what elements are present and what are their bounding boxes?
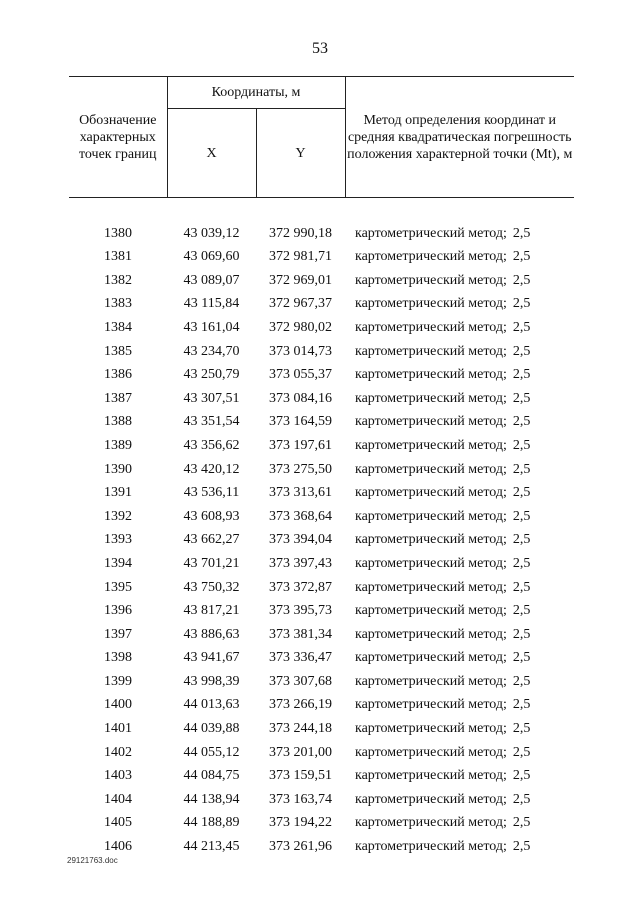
accuracy-value: 2,5 (512, 721, 531, 737)
method-text: картометрический метод; (355, 673, 507, 689)
method-cell (345, 693, 574, 717)
accuracy-value: 2,5 (512, 485, 531, 501)
coordinate-x: 43 941,67 (183, 650, 240, 666)
method-text: картометрический метод; (355, 721, 507, 737)
coordinate-x: 44 055,12 (183, 744, 240, 760)
coordinate-x: 43 662,27 (183, 532, 240, 548)
method-text: картометрический метод; (355, 744, 507, 760)
method-cell (345, 764, 574, 788)
method-cell (345, 552, 574, 576)
point-number: 1397 (104, 626, 132, 642)
coordinate-x: 43 307,51 (183, 390, 240, 406)
method-cell (345, 599, 574, 623)
accuracy-value: 2,5 (512, 414, 531, 430)
coordinate-x: 44 213,45 (183, 839, 240, 855)
accuracy-value: 2,5 (512, 626, 531, 642)
method-text: картометрический метод; (355, 508, 507, 524)
coordinate-x: 43 250,79 (183, 367, 240, 383)
table-row (69, 505, 574, 529)
table-row (69, 646, 574, 670)
coordinate-x: 44 188,89 (183, 815, 240, 831)
coordinates-table (69, 76, 574, 859)
table-row (69, 623, 574, 647)
point-number: 1401 (104, 721, 132, 737)
table-header (69, 77, 574, 198)
footer-document-code: 29121763.doc (67, 856, 118, 865)
point-number: 1406 (104, 839, 132, 855)
table-row (69, 576, 574, 600)
point-number: 1381 (104, 249, 132, 265)
point-number: 1403 (104, 768, 132, 784)
method-cell (345, 788, 574, 812)
table-row (69, 269, 574, 293)
method-text: картометрический метод; (355, 485, 507, 501)
method-cell (345, 646, 574, 670)
accuracy-value: 2,5 (512, 650, 531, 666)
table-row (69, 835, 574, 859)
method-text: картометрический метод; (355, 555, 507, 571)
method-cell (345, 481, 574, 505)
table-row (69, 410, 574, 434)
coordinate-x: 44 138,94 (183, 791, 240, 807)
method-text: картометрический метод; (355, 579, 507, 595)
method-text: картометрический метод; (355, 532, 507, 548)
header-point-label: Обозначение характерных точек границ (69, 77, 167, 198)
method-cell (345, 717, 574, 741)
method-cell (345, 292, 574, 316)
point-number: 1390 (104, 461, 132, 477)
accuracy-value: 2,5 (512, 673, 531, 689)
coordinate-y: 373 313,61 (269, 485, 332, 501)
point-number: 1380 (104, 225, 132, 241)
method-text: картометрический метод; (355, 815, 507, 831)
coordinate-x: 44 013,63 (183, 697, 240, 713)
method-cell (345, 528, 574, 552)
method-text: картометрический метод; (355, 414, 507, 430)
method-cell (345, 835, 574, 859)
method-cell (345, 269, 574, 293)
coordinate-y: 373 381,34 (269, 626, 332, 642)
point-number: 1393 (104, 532, 132, 548)
table-row (69, 599, 574, 623)
point-number: 1389 (104, 437, 132, 453)
accuracy-value: 2,5 (512, 390, 531, 406)
method-text: картометрический метод; (355, 319, 507, 335)
coordinate-x: 43 701,21 (183, 555, 240, 571)
coordinate-y: 373 336,47 (269, 650, 332, 666)
header-coordinates: Координаты, м (167, 77, 345, 109)
method-cell (345, 434, 574, 458)
coordinate-y: 372 990,18 (269, 225, 332, 241)
accuracy-value: 2,5 (512, 555, 531, 571)
page-number: 53 (312, 40, 328, 57)
table-row (69, 245, 574, 269)
coordinate-x: 43 039,12 (183, 225, 240, 241)
coordinate-y: 372 969,01 (269, 272, 332, 288)
method-cell (345, 387, 574, 411)
coordinate-y: 373 395,73 (269, 603, 332, 619)
table-body (69, 198, 574, 859)
accuracy-value: 2,5 (512, 508, 531, 524)
coordinate-y: 373 397,43 (269, 555, 332, 571)
coordinate-x: 43 886,63 (183, 626, 240, 642)
coordinate-y: 373 194,22 (269, 815, 332, 831)
method-text: картометрический метод; (355, 272, 507, 288)
method-cell (345, 316, 574, 340)
coordinate-y: 373 163,74 (269, 791, 332, 807)
accuracy-value: 2,5 (512, 272, 531, 288)
accuracy-value: 2,5 (512, 603, 531, 619)
coordinate-x: 43 069,60 (183, 249, 240, 265)
coordinate-y: 373 261,96 (269, 839, 332, 855)
accuracy-value: 2,5 (512, 768, 531, 784)
point-number: 1391 (104, 485, 132, 501)
accuracy-value: 2,5 (512, 815, 531, 831)
accuracy-value: 2,5 (512, 532, 531, 548)
method-cell (345, 245, 574, 269)
point-number: 1386 (104, 367, 132, 383)
point-number: 1384 (104, 319, 132, 335)
coordinate-y: 373 307,68 (269, 673, 332, 689)
coordinate-y: 373 275,50 (269, 461, 332, 477)
table-row (69, 434, 574, 458)
coordinate-y: 373 244,18 (269, 721, 332, 737)
method-cell (345, 623, 574, 647)
method-text: картометрический метод; (355, 343, 507, 359)
point-number: 1385 (104, 343, 132, 359)
header-x: X (167, 109, 256, 198)
coordinate-x: 43 356,62 (183, 437, 240, 453)
method-text: картометрический метод; (355, 650, 507, 666)
accuracy-value: 2,5 (512, 744, 531, 760)
table-row (69, 717, 574, 741)
table-row (69, 363, 574, 387)
method-text: картометрический метод; (355, 603, 507, 619)
method-cell (345, 505, 574, 529)
method-text: картометрический метод; (355, 697, 507, 713)
accuracy-value: 2,5 (512, 343, 531, 359)
table-row (69, 528, 574, 552)
method-cell (345, 670, 574, 694)
method-text: картометрический метод; (355, 791, 507, 807)
table-row (69, 458, 574, 482)
header-y: Y (256, 109, 345, 198)
coordinate-x: 43 351,54 (183, 414, 240, 430)
accuracy-value: 2,5 (512, 319, 531, 335)
method-cell (345, 340, 574, 364)
coordinate-x: 43 998,39 (183, 673, 240, 689)
method-text: картометрический метод; (355, 390, 507, 406)
coordinate-y: 373 394,04 (269, 532, 332, 548)
method-cell (345, 222, 574, 246)
accuracy-value: 2,5 (512, 437, 531, 453)
coordinate-x: 43 536,11 (183, 485, 240, 501)
table-row (69, 764, 574, 788)
point-number: 1398 (104, 650, 132, 666)
coordinate-x: 43 234,70 (183, 343, 240, 359)
coordinate-y: 373 164,59 (269, 414, 332, 430)
point-number: 1388 (104, 414, 132, 430)
method-text: картометрический метод; (355, 461, 507, 477)
coordinate-y: 373 055,37 (269, 367, 332, 383)
method-text: картометрический метод; (355, 367, 507, 383)
point-number: 1399 (104, 673, 132, 689)
coordinate-x: 43 817,21 (183, 603, 240, 619)
method-text: картометрический метод; (355, 225, 507, 241)
coordinate-y: 372 981,71 (269, 249, 332, 265)
coordinate-y: 373 266,19 (269, 697, 332, 713)
table-row (69, 741, 574, 765)
coordinate-y: 373 372,87 (269, 579, 332, 595)
method-cell (345, 576, 574, 600)
table-row (69, 481, 574, 505)
point-number: 1396 (104, 603, 132, 619)
point-number: 1382 (104, 272, 132, 288)
coordinate-y: 373 197,61 (269, 437, 332, 453)
accuracy-value: 2,5 (512, 225, 531, 241)
table-row (69, 222, 574, 246)
table-row (69, 292, 574, 316)
method-text: картометрический метод; (355, 296, 507, 312)
point-number: 1395 (104, 579, 132, 595)
coordinate-y: 372 980,02 (269, 319, 332, 335)
point-number: 1404 (104, 791, 132, 807)
point-number: 1383 (104, 296, 132, 312)
table-row (69, 340, 574, 364)
table-row (69, 811, 574, 835)
table-row (69, 387, 574, 411)
coordinate-y: 373 159,51 (269, 768, 332, 784)
method-text: картометрический метод; (355, 768, 507, 784)
point-number: 1387 (104, 390, 132, 406)
accuracy-value: 2,5 (512, 579, 531, 595)
point-number: 1392 (104, 508, 132, 524)
point-number: 1400 (104, 697, 132, 713)
coordinate-x: 44 039,88 (183, 721, 240, 737)
accuracy-value: 2,5 (512, 367, 531, 383)
table-row (69, 316, 574, 340)
point-number: 1394 (104, 555, 132, 571)
coordinate-x: 43 089,07 (183, 272, 240, 288)
method-cell (345, 811, 574, 835)
accuracy-value: 2,5 (512, 461, 531, 477)
coordinate-x: 43 115,84 (183, 296, 240, 312)
accuracy-value: 2,5 (512, 839, 531, 855)
method-cell (345, 363, 574, 387)
table-row (69, 670, 574, 694)
header-method: Метод определения координат и средняя квадратическая погрешность положения характерной точки (Mt), м (345, 77, 574, 198)
table-row (69, 788, 574, 812)
method-text: картометрический метод; (355, 437, 507, 453)
accuracy-value: 2,5 (512, 697, 531, 713)
method-text: картометрический метод; (355, 626, 507, 642)
accuracy-value: 2,5 (512, 296, 531, 312)
coordinate-x: 44 084,75 (183, 768, 240, 784)
coordinate-y: 373 201,00 (269, 744, 332, 760)
coordinate-x: 43 161,04 (183, 319, 240, 335)
method-cell (345, 410, 574, 434)
coordinate-x: 43 608,93 (183, 508, 240, 524)
coordinate-x: 43 750,32 (183, 579, 240, 595)
coordinate-y: 373 014,73 (269, 343, 332, 359)
coordinate-x: 43 420,12 (183, 461, 240, 477)
method-text: картометрический метод; (355, 249, 507, 265)
coordinate-y: 373 084,16 (269, 390, 332, 406)
method-text: картометрический метод; (355, 839, 507, 855)
coordinate-y: 373 368,64 (269, 508, 332, 524)
table-row (69, 552, 574, 576)
method-cell (345, 458, 574, 482)
table-row (69, 693, 574, 717)
point-number: 1402 (104, 744, 132, 760)
coordinate-y: 372 967,37 (269, 296, 332, 312)
accuracy-value: 2,5 (512, 249, 531, 265)
accuracy-value: 2,5 (512, 791, 531, 807)
method-cell (345, 741, 574, 765)
point-number: 1405 (104, 815, 132, 831)
